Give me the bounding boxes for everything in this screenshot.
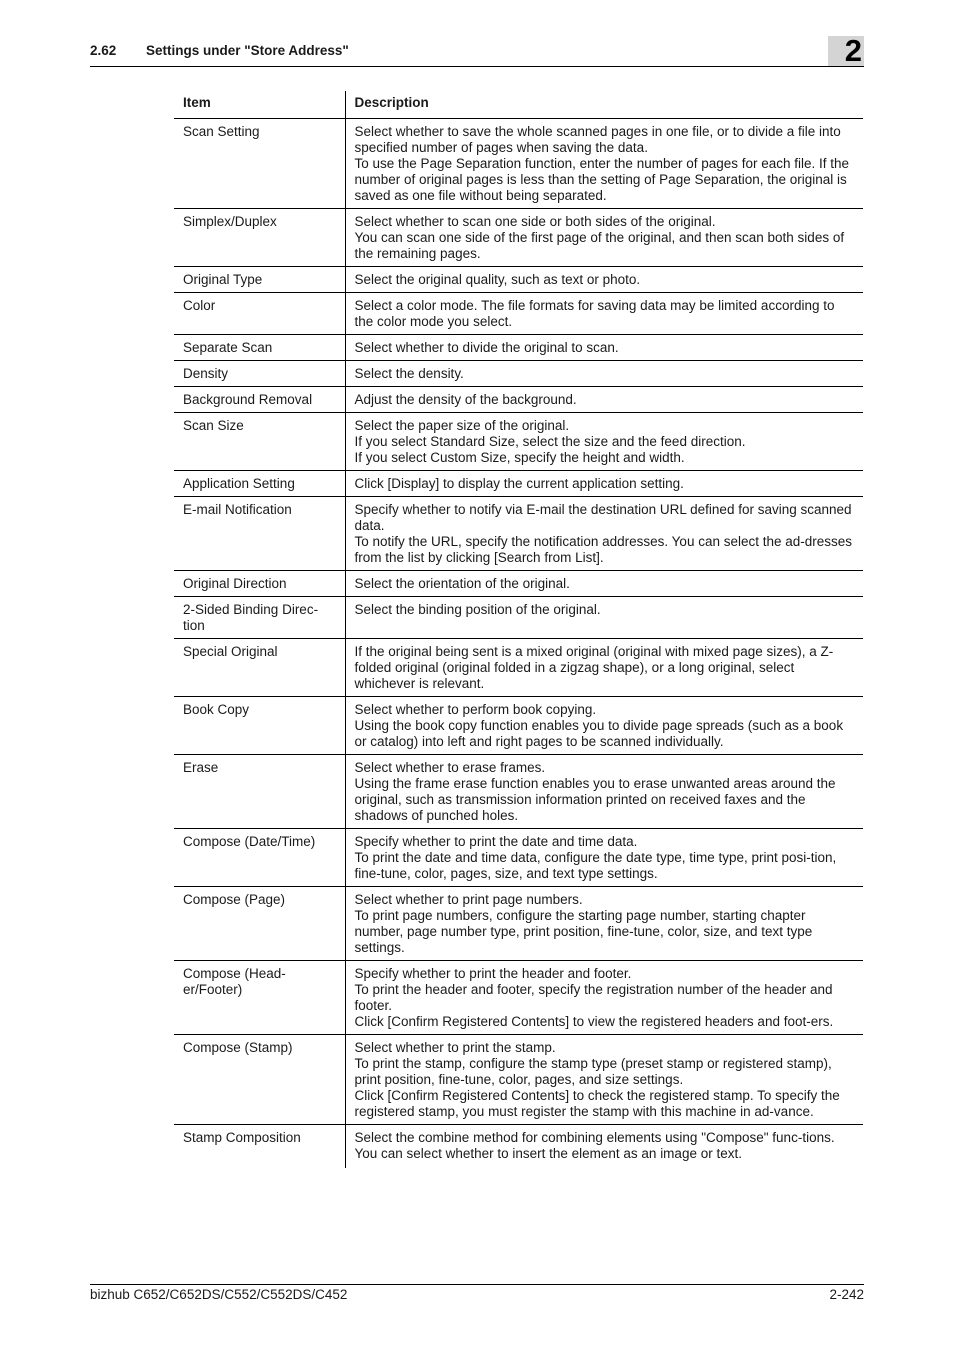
- item-cell: [174, 335, 345, 361]
- item-text: tion: [183, 618, 205, 633]
- description-cell: [345, 1035, 863, 1125]
- description-text: Specify whether to print the header and footer.: [354, 966, 632, 981]
- item-cell: [174, 293, 345, 335]
- description-cell: [345, 119, 863, 209]
- item-text: er/Footer): [183, 982, 243, 997]
- table-row: [174, 961, 863, 1035]
- column-header-item: Item: [174, 91, 345, 119]
- description-text: Select the paper size of the original.: [354, 418, 570, 433]
- description-text: Specify whether to print the date and time data.: [354, 834, 638, 849]
- item-cell: [174, 497, 345, 571]
- table-row: [174, 571, 863, 597]
- item-text: Density: [183, 366, 229, 381]
- description-cell: [345, 413, 863, 471]
- page-header: [90, 40, 864, 67]
- table-row: [174, 335, 863, 361]
- item-text: Background Removal: [183, 392, 313, 407]
- item-text: Erase: [183, 760, 219, 775]
- description-text: If you select Standard Size, select the size and the feed direction.: [354, 434, 746, 449]
- table-row: [174, 829, 863, 887]
- description-text: You can select whether to insert the element as an image or text.: [354, 1146, 742, 1161]
- item-cell: [174, 267, 345, 293]
- table-row: [174, 1035, 863, 1125]
- table-row: [174, 119, 863, 209]
- description-text: Using the book copy function enables you to divide page spreads (such as a book or catalog) into left and right pages to be scanned individually.: [354, 718, 844, 749]
- description-text: Select whether to erase frames.: [354, 760, 546, 775]
- table-row: [174, 597, 863, 639]
- description-text: Click [Display] to display the current application setting.: [354, 476, 684, 491]
- table-row: [174, 209, 863, 267]
- table-row: [174, 413, 863, 471]
- item-cell: [174, 209, 345, 267]
- table-row: [174, 293, 863, 335]
- description-text: Select whether to perform book copying.: [354, 702, 597, 717]
- table-row: [174, 471, 863, 497]
- description-text: If you select Custom Size, specify the height and width.: [354, 450, 685, 465]
- item-cell: [174, 1035, 345, 1125]
- description-cell: [345, 571, 863, 597]
- table-row: [174, 361, 863, 387]
- item-text: Compose (Page): [183, 892, 286, 907]
- description-cell: [345, 639, 863, 697]
- item-cell: [174, 961, 345, 1035]
- description-cell: [345, 597, 863, 639]
- table-row: [174, 639, 863, 697]
- item-text: Scan Setting: [183, 124, 260, 139]
- description-text: Using the frame erase function enables you to erase unwanted areas around the original, such as transmission information printed on received faxes and the shadows of punched holes.: [354, 776, 836, 823]
- table-row: [174, 497, 863, 571]
- item-text: Simplex/Duplex: [183, 214, 277, 229]
- item-cell: [174, 639, 345, 697]
- description-cell: [345, 697, 863, 755]
- item-cell: [174, 387, 345, 413]
- product-name: bizhub C652/C652DS/C552/C552DS/C452: [90, 1287, 348, 1302]
- description-cell: [345, 1125, 863, 1169]
- description-text: You can scan one side of the first page of the original, and then scan both sides of the remaining pages.: [354, 230, 845, 261]
- description-text: To print page numbers, configure the starting page number, starting chapter number, page number type, print position, fine-tune, color, size, and text type settings.: [354, 908, 813, 955]
- table-body: [174, 119, 863, 1169]
- item-cell: [174, 597, 345, 639]
- item-cell: [174, 887, 345, 961]
- description-text: To print the date and time data, configure the date type, time type, print posi-tion, fine-tune, color, pages, size, and text type settings.: [354, 850, 837, 881]
- description-cell: [345, 471, 863, 497]
- description-text: Select whether to print the stamp.: [354, 1040, 556, 1055]
- item-text: Separate Scan: [183, 340, 273, 355]
- description-text: Select whether to divide the original to scan.: [354, 340, 619, 355]
- description-text: To print the header and footer, specify the registration number of the header and footer.: [354, 982, 833, 1013]
- description-cell: [345, 497, 863, 571]
- description-text: To notify the URL, specify the notification addresses. You can select the ad-dresses from the list by clicking [Search from List].: [354, 534, 853, 565]
- item-cell: [174, 471, 345, 497]
- item-cell: [174, 829, 345, 887]
- item-text: Application Setting: [183, 476, 295, 491]
- item-text: Book Copy: [183, 702, 250, 717]
- chapter-tab: [828, 33, 864, 68]
- description-text: Select the original quality, such as text or photo.: [354, 272, 641, 287]
- table-row: [174, 697, 863, 755]
- description-text: Click [Confirm Registered Contents] to check the registered stamp. To specify the registered stamp, you must register the stamp with this machine in ad-vance.: [354, 1088, 840, 1119]
- page-number: 2-242: [829, 1287, 864, 1302]
- item-text: E-mail Notification: [183, 502, 292, 517]
- table-header-row: [174, 91, 863, 119]
- description-cell: [345, 755, 863, 829]
- description-cell: [345, 829, 863, 887]
- description-text: Select whether to save the whole scanned pages in one file, or to divide a file into specified number of pages when saving the data.: [354, 124, 841, 155]
- table-row: [174, 755, 863, 829]
- chapter-number: 2: [844, 33, 862, 68]
- item-text: Stamp Composition: [183, 1130, 301, 1145]
- table-row: [174, 887, 863, 961]
- item-text: Color: [183, 298, 216, 313]
- item-cell: [174, 697, 345, 755]
- description-text: Click [Confirm Registered Contents] to view the registered headers and foot-ers.: [354, 1014, 834, 1029]
- description-cell: [345, 293, 863, 335]
- item-text: Compose (Head-: [183, 966, 286, 981]
- item-cell: [174, 361, 345, 387]
- page-footer: [90, 1284, 864, 1305]
- description-cell: [345, 387, 863, 413]
- settings-table: [174, 91, 863, 1168]
- description-cell: [345, 209, 863, 267]
- item-cell: [174, 1125, 345, 1169]
- item-cell: [174, 755, 345, 829]
- table-row: [174, 267, 863, 293]
- item-cell: [174, 571, 345, 597]
- description-cell: [345, 361, 863, 387]
- description-cell: [345, 335, 863, 361]
- description-text: Select the binding position of the original.: [354, 602, 601, 617]
- section-number: 2.62: [90, 43, 117, 58]
- description-cell: [345, 267, 863, 293]
- description-text: Select whether to scan one side or both sides of the original.: [354, 214, 716, 229]
- item-text: Original Type: [183, 272, 263, 287]
- description-cell: [345, 887, 863, 961]
- item-text: 2-Sided Binding Direc-: [183, 602, 319, 617]
- item-text: Scan Size: [183, 418, 244, 433]
- item-text: Original Direction: [183, 576, 287, 591]
- table-row: [174, 1125, 863, 1169]
- description-text: Select whether to print page numbers.: [354, 892, 583, 907]
- column-header-description: Description: [345, 91, 863, 119]
- description-text: Select a color mode. The file formats for saving data may be limited according to the color mode you select.: [354, 298, 835, 329]
- description-text: Select the orientation of the original.: [354, 576, 570, 591]
- description-text: Adjust the density of the background.: [354, 392, 577, 407]
- item-cell: [174, 413, 345, 471]
- item-cell: [174, 119, 345, 209]
- item-text: Compose (Stamp): [183, 1040, 293, 1055]
- section-title: Settings under "Store Address": [146, 43, 349, 58]
- description-text: To use the Page Separation function, enter the number of pages for each file. If the number of original pages is less than the setting of Page Separation, the original is saved as one file without being separated.: [354, 156, 850, 203]
- description-text: Select the combine method for combining elements using "Compose" func-tions.: [354, 1130, 835, 1145]
- table-row: [174, 387, 863, 413]
- description-text: If the original being sent is a mixed original (original with mixed page sizes), a Z-folded original (original folded in a zigzag shape), or a long original, select whichever is relevant.: [354, 644, 834, 691]
- description-text: Specify whether to notify via E-mail the destination URL defined for saving scanned data.: [354, 502, 852, 533]
- item-text: Compose (Date/Time): [183, 834, 316, 849]
- description-text: Select the density.: [354, 366, 464, 381]
- item-text: Special Original: [183, 644, 278, 659]
- description-text: To print the stamp, configure the stamp type (preset stamp or registered stamp), print position, fine-tune, color, pages, and size settings.: [354, 1056, 832, 1087]
- description-cell: [345, 961, 863, 1035]
